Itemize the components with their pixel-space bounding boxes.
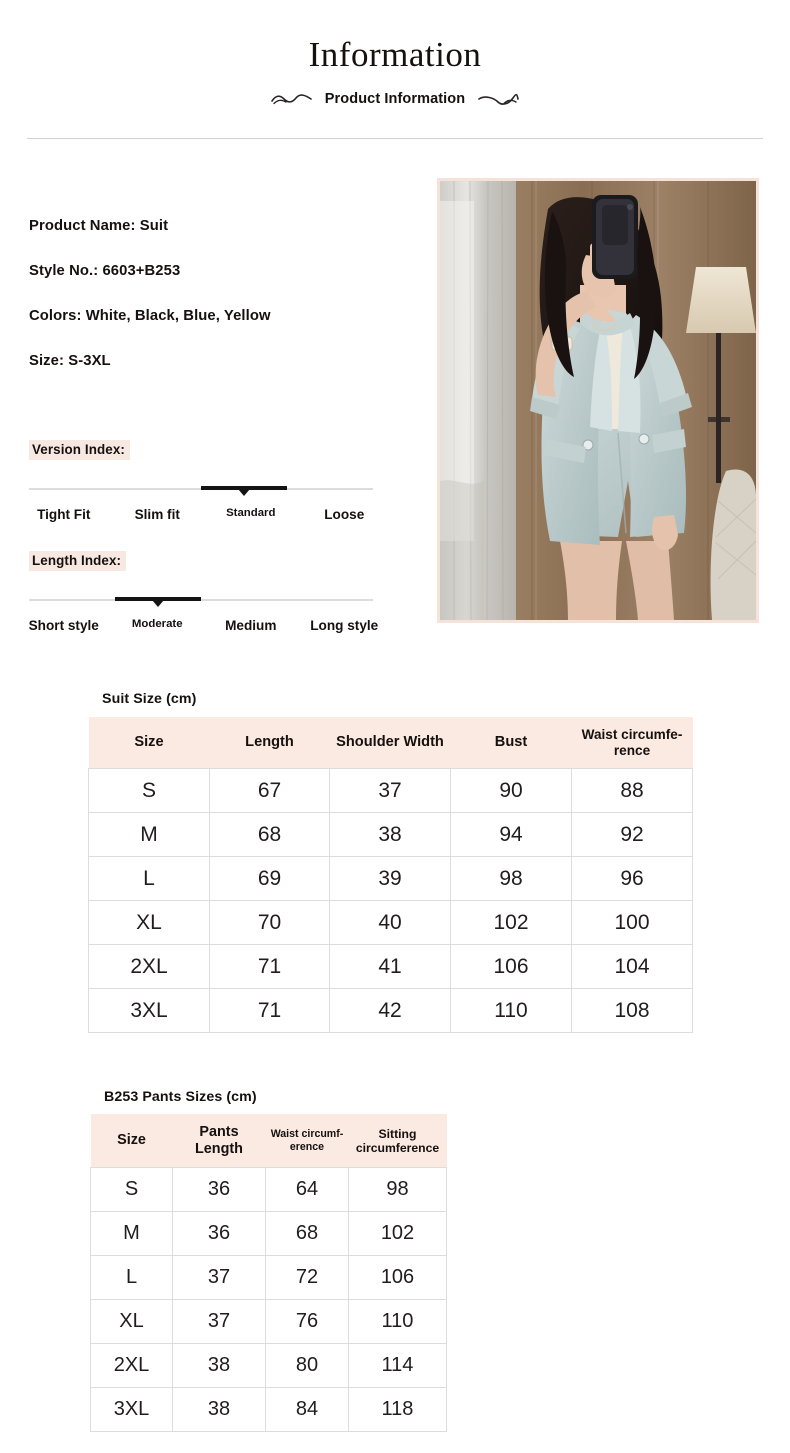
version-tick-3[interactable]: Loose [324, 507, 365, 522]
length-index-label: Length Index: [29, 551, 126, 571]
cell: 102 [451, 901, 572, 945]
table-row [91, 1212, 447, 1256]
cell: 38 [173, 1344, 266, 1388]
header-divider [27, 138, 763, 139]
cell: 110 [349, 1300, 447, 1344]
product-name-text: Product Name: Suit [29, 218, 169, 234]
cell: L [89, 857, 210, 901]
suit-col-bust: Bust [451, 717, 572, 769]
suit-col-size: Size [89, 717, 210, 769]
product-name-line [29, 218, 429, 234]
pants-col-size: Size [91, 1114, 173, 1168]
cell: 40 [330, 901, 451, 945]
cell: 106 [349, 1256, 447, 1300]
suit-table-body [89, 769, 693, 1033]
wave-ornament-right-icon [478, 93, 519, 106]
size-range-text: Size: S-3XL [29, 353, 111, 369]
cell: 94 [451, 813, 572, 857]
cell: 38 [173, 1388, 266, 1432]
cell: 39 [330, 857, 451, 901]
version-index-label: Version Index: [29, 440, 130, 460]
product-info-list [29, 218, 429, 398]
cell: 114 [349, 1344, 447, 1388]
table-row [89, 989, 693, 1033]
length-tick-1[interactable]: Moderate [131, 618, 183, 630]
suit-col-shoulder-width: Shoulder Width [330, 717, 451, 769]
cell: 68 [210, 813, 330, 857]
suit-table-header-row [89, 717, 693, 769]
cell: 110 [451, 989, 572, 1033]
cell: 84 [266, 1388, 349, 1432]
cell: XL [89, 901, 210, 945]
length-tick-3[interactable]: Long style [310, 618, 379, 633]
cell: 37 [173, 1300, 266, 1344]
cell: 37 [173, 1256, 266, 1300]
cell: 68 [266, 1212, 349, 1256]
cell: 98 [451, 857, 572, 901]
cell: 42 [330, 989, 451, 1033]
page-title: Information [308, 35, 482, 74]
table-row [91, 1300, 447, 1344]
cell: 80 [266, 1344, 349, 1388]
pants-col-pants-length: Pants Length [173, 1114, 266, 1168]
cell: 88 [572, 769, 693, 813]
version-slider-marker-icon [238, 489, 250, 496]
cell: 3XL [91, 1388, 173, 1432]
cell: 108 [572, 989, 693, 1033]
table-row [91, 1168, 447, 1212]
cell: 98 [349, 1168, 447, 1212]
table-row [91, 1388, 447, 1432]
cell: 104 [572, 945, 693, 989]
cell: L [91, 1256, 173, 1300]
pants-col-sitting-circumference: Sitting circumference [349, 1114, 447, 1168]
subtitle-row [0, 91, 790, 107]
cell: M [91, 1212, 173, 1256]
cell: 2XL [91, 1344, 173, 1388]
cell: 90 [451, 769, 572, 813]
version-tick-0[interactable]: Tight Fit [37, 507, 91, 522]
table-row [89, 945, 693, 989]
cell: 118 [349, 1388, 447, 1432]
pants-table-title: B253 Pants Sizes (cm) [104, 1089, 257, 1105]
cell: 67 [210, 769, 330, 813]
cell: 100 [572, 901, 693, 945]
length-index-slider[interactable] [29, 593, 373, 607]
product-photo-illustration [440, 181, 756, 620]
version-tick-2[interactable]: Standard [226, 507, 276, 519]
length-slider-track [29, 599, 373, 601]
cell: 38 [330, 813, 451, 857]
length-index-block [29, 551, 429, 633]
cell: 2XL [89, 945, 210, 989]
cell: 71 [210, 989, 330, 1033]
cell: 71 [210, 945, 330, 989]
product-photo-image [440, 181, 756, 620]
cell: 37 [330, 769, 451, 813]
length-index-ticks [17, 618, 391, 633]
version-index-ticks [17, 507, 391, 522]
pants-col-waist-circumference: Waist circumf-erence [266, 1114, 349, 1168]
colors-line [29, 308, 429, 324]
cell: 72 [266, 1256, 349, 1300]
cell: 69 [210, 857, 330, 901]
table-row [89, 857, 693, 901]
cell: XL [91, 1300, 173, 1344]
colors-text: Colors: White, Black, Blue, Yellow [29, 308, 271, 324]
length-tick-0[interactable]: Short style [28, 618, 99, 633]
cell: 76 [266, 1300, 349, 1344]
cell: 36 [173, 1212, 266, 1256]
cell: 3XL [89, 989, 210, 1033]
suit-table-title: Suit Size (cm) [102, 691, 197, 707]
pants-size-table [90, 1114, 447, 1432]
size-range-line [29, 353, 429, 369]
length-slider-marker-icon [152, 600, 164, 607]
version-index-slider[interactable] [29, 482, 373, 496]
cell: 102 [349, 1212, 447, 1256]
cell: S [89, 769, 210, 813]
pants-table-header-row [91, 1114, 447, 1168]
cell: S [91, 1168, 173, 1212]
cell: 70 [210, 901, 330, 945]
suit-col-waist-circumference: Waist circumfe-rence [572, 717, 693, 769]
version-tick-1[interactable]: Slim fit [134, 507, 180, 522]
table-row [89, 813, 693, 857]
style-no-text: Style No.: 6603+B253 [29, 263, 181, 279]
table-row [89, 901, 693, 945]
version-index-block [29, 440, 429, 522]
table-row [91, 1344, 447, 1388]
cell: 41 [330, 945, 451, 989]
product-photo[interactable] [437, 178, 759, 623]
cell: 96 [572, 857, 693, 901]
cell: 92 [572, 813, 693, 857]
cell: 106 [451, 945, 572, 989]
subtitle-text: Product Information [324, 91, 466, 107]
cell: 64 [266, 1168, 349, 1212]
cell: M [89, 813, 210, 857]
length-tick-2[interactable]: Medium [225, 618, 277, 633]
suit-col-length: Length [210, 717, 330, 769]
style-no-line [29, 263, 429, 279]
pants-table-body [91, 1168, 447, 1432]
table-row [91, 1256, 447, 1300]
table-row [89, 769, 693, 813]
suit-size-table [88, 717, 693, 1033]
wave-ornament-left-icon [271, 93, 312, 106]
cell: 36 [173, 1168, 266, 1212]
